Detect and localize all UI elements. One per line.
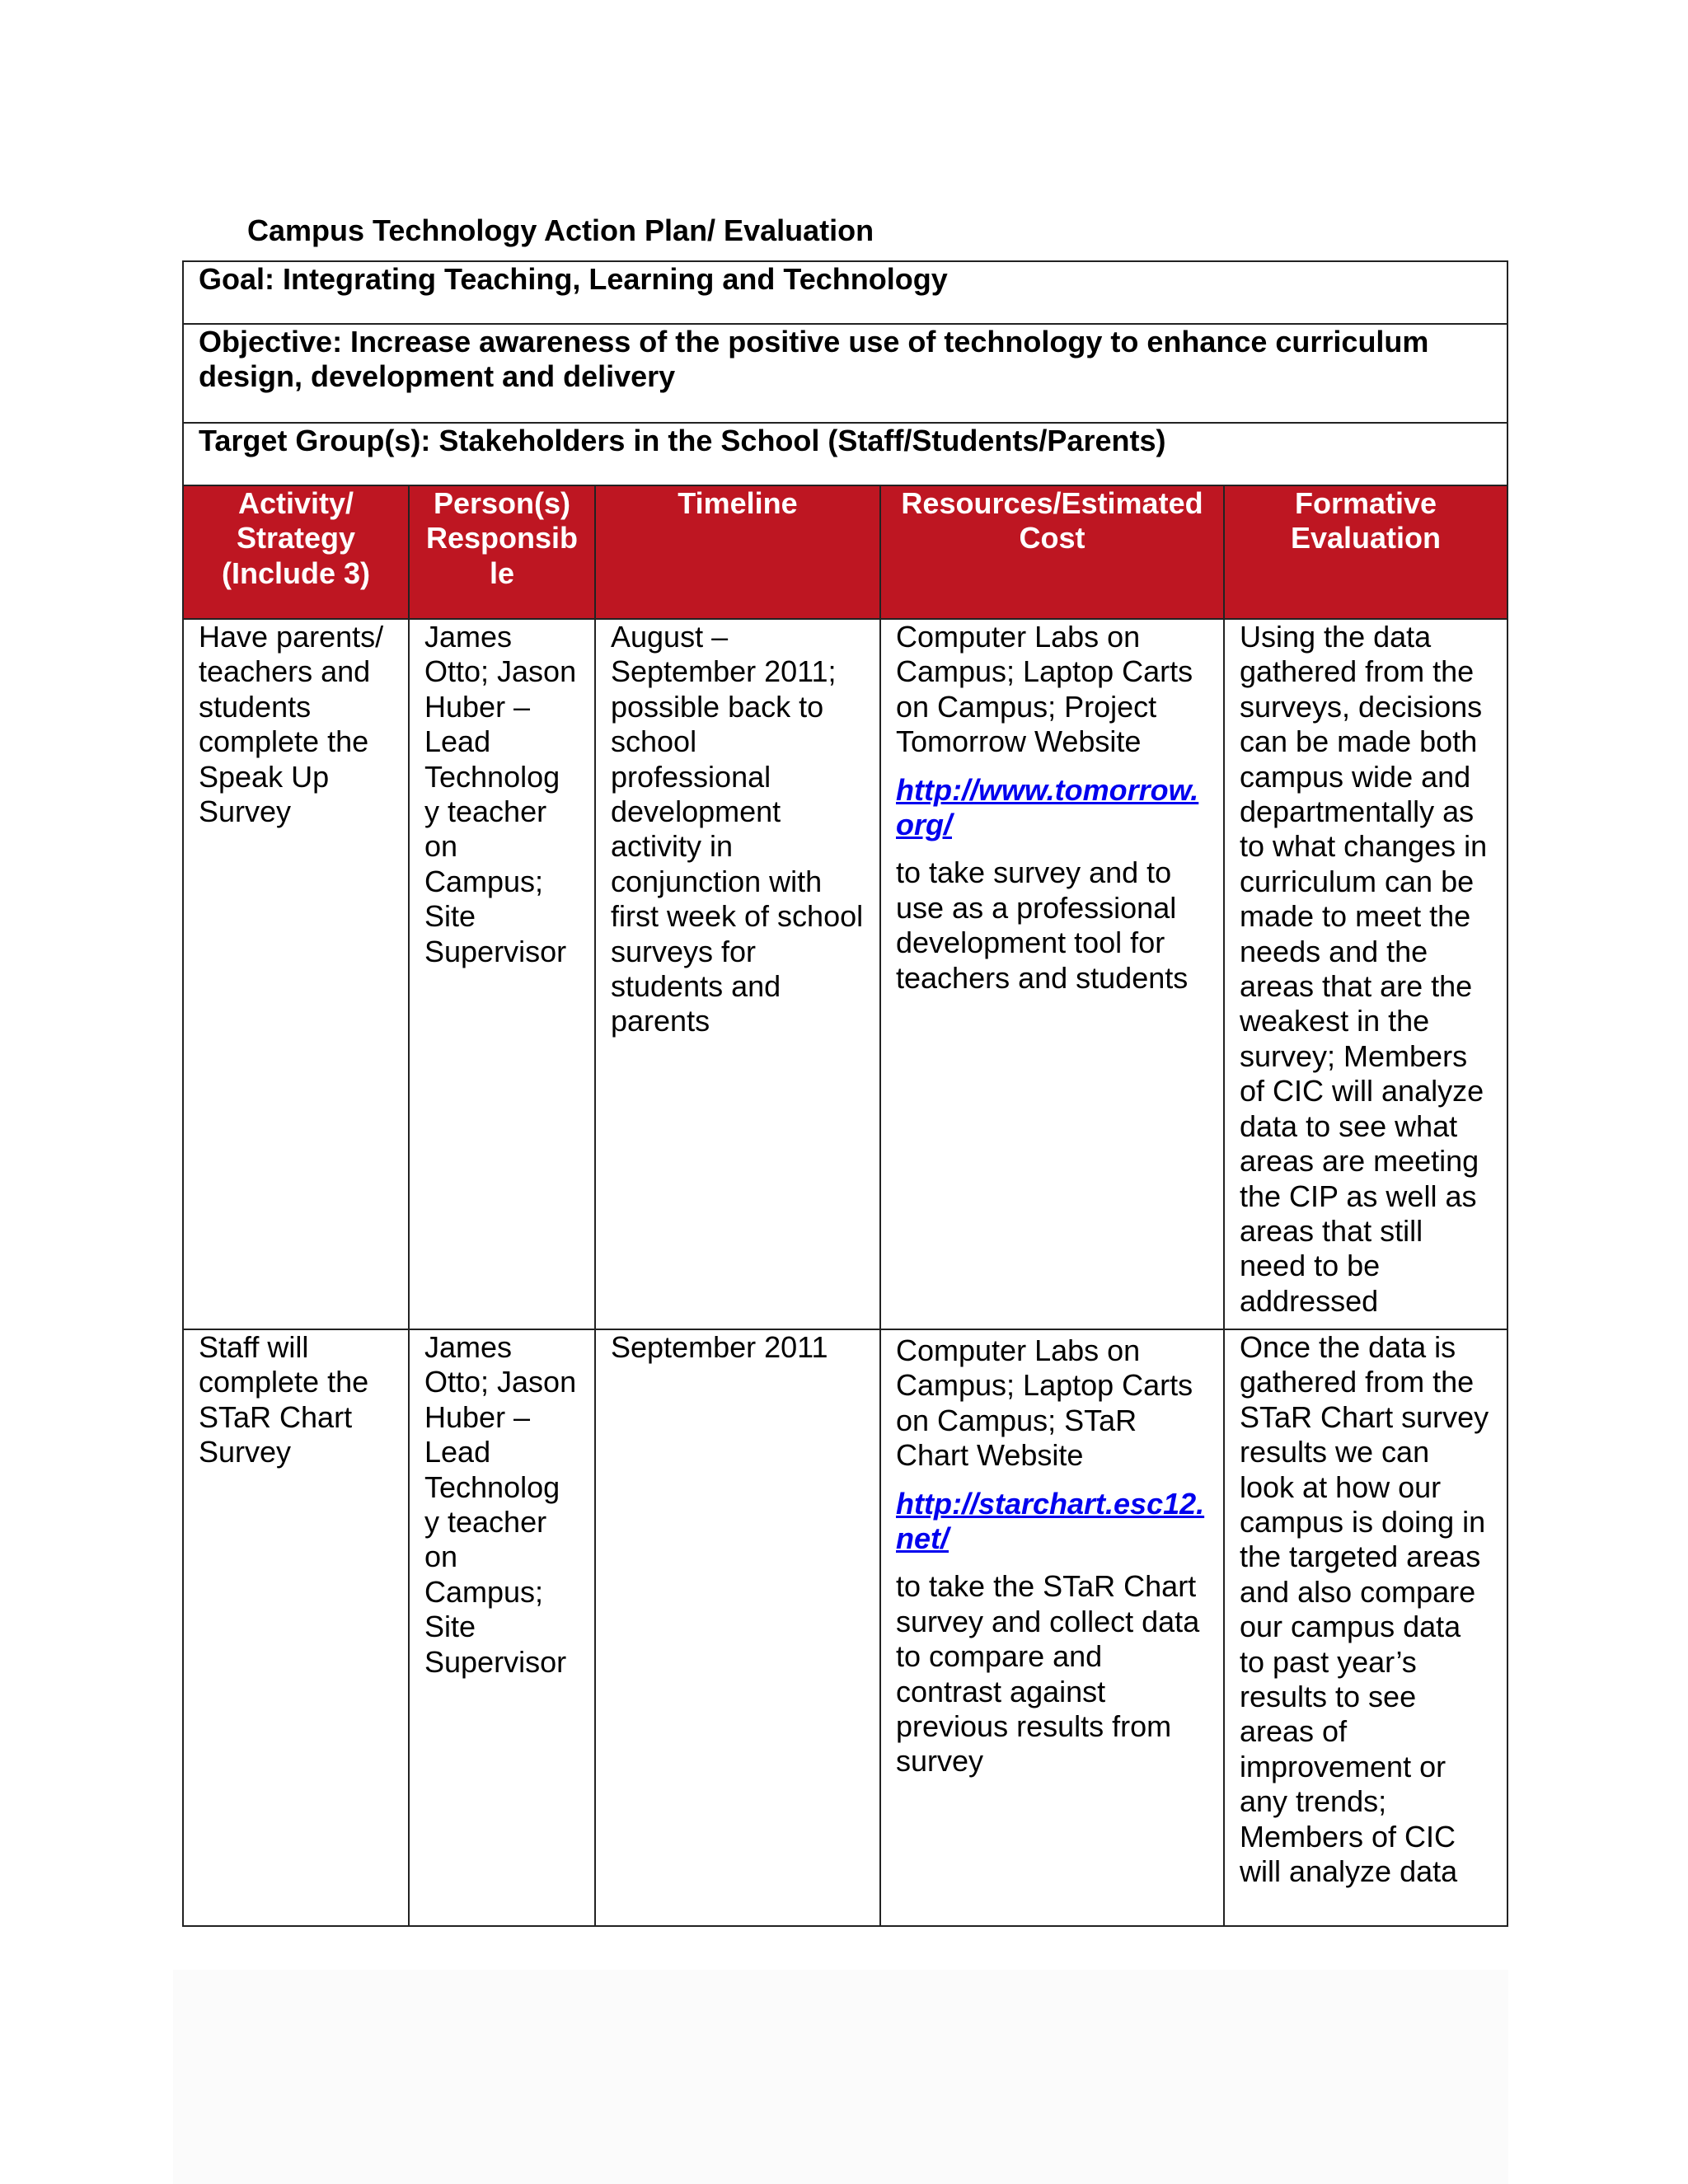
resources-text: Computer Labs on Campus; Laptop Carts on Campus; STaR Chart Website <box>896 1333 1193 1473</box>
activity-cell <box>183 619 409 1329</box>
persons-cell <box>409 619 595 1329</box>
header-timeline: Timeline <box>595 485 880 619</box>
persons-text: James Otto; Jason Huber – Lead Technolog y teacher on Campus; Site Supervisor <box>424 620 577 968</box>
activity-text: Have parents/ teachers and students complete the Speak Up Survey <box>199 620 384 829</box>
table-row <box>183 619 1507 1329</box>
activity-cell <box>183 1329 409 1926</box>
column-header-row <box>183 485 1507 619</box>
persons-text: James Otto; Jason Huber – Lead Technolog y teacher on Campus; Site Supervisor <box>424 1330 577 1679</box>
objective-row <box>183 324 1507 423</box>
timeline-text: August – September 2011; possible back to school professional development activity in conjunction with first week of school surveys for students and parents <box>611 620 864 1038</box>
header-resources: Resources/Estimated Cost <box>880 485 1224 619</box>
resources-cell <box>880 619 1224 1329</box>
resources-text: Computer Labs on Campus; Laptop Carts on Campus; Project Tomorrow Website <box>896 620 1193 759</box>
action-plan-table <box>182 260 1508 1927</box>
document-title: Campus Technology Action Plan/ Evaluation <box>247 213 874 247</box>
activity-text: Staff will complete the STaR Chart Survey <box>199 1330 369 1469</box>
resources-purpose-text: to take survey and to use as a professional development tool for teachers and students <box>896 855 1189 995</box>
objective-cell: Objective: Increase awareness of the positive use of technology to enhance curriculum design, development and delivery <box>183 324 1507 423</box>
page-bottom-margin <box>173 1970 1508 2184</box>
resources-link[interactable]: http://starchart.esc12.net/ <box>896 1486 1205 1556</box>
header-evaluation: Formative Evaluation <box>1224 485 1507 619</box>
target-group-row <box>183 423 1507 485</box>
goal-row <box>183 261 1507 324</box>
evaluation-text: Using the data gathered from the surveys, decisions can be made both campus wide and departmentally as to what changes in curriculum can be made to meet the needs and the areas that are the weakest in the survey; Members of CIC will analyze data to see what areas are meeting the CIP as well as areas that still need to be addressed <box>1240 620 1488 1318</box>
evaluation-cell <box>1224 619 1507 1329</box>
header-persons: Person(s) Responsib le <box>409 485 595 619</box>
timeline-text: September 2011 <box>611 1330 828 1364</box>
persons-cell <box>409 1329 595 1926</box>
resources-cell <box>880 1329 1224 1926</box>
goal-cell: Goal: Integrating Teaching, Learning and Technology <box>183 261 1507 324</box>
resources-link[interactable]: http://www.tomorrow.org/ <box>896 772 1199 842</box>
evaluation-text: Once the data is gathered from the STaR Chart survey results we can look at how our campus is doing in the targeted areas and also compare our campus data to past year’s results to see areas of improvement or any trends; Members of CIC will analyze data <box>1240 1330 1489 1889</box>
target-group-cell: Target Group(s): Stakeholders in the School (Staff/Students/Parents) <box>183 423 1507 485</box>
header-activity: Activity/ Strategy (Include 3) <box>183 485 409 619</box>
evaluation-cell <box>1224 1329 1507 1926</box>
table-row <box>183 1329 1507 1926</box>
timeline-cell <box>595 1329 880 1926</box>
resources-purpose-text: to take the STaR Chart survey and collect data to compare and contrast against previous results from survey <box>896 1569 1200 1779</box>
timeline-cell <box>595 619 880 1329</box>
